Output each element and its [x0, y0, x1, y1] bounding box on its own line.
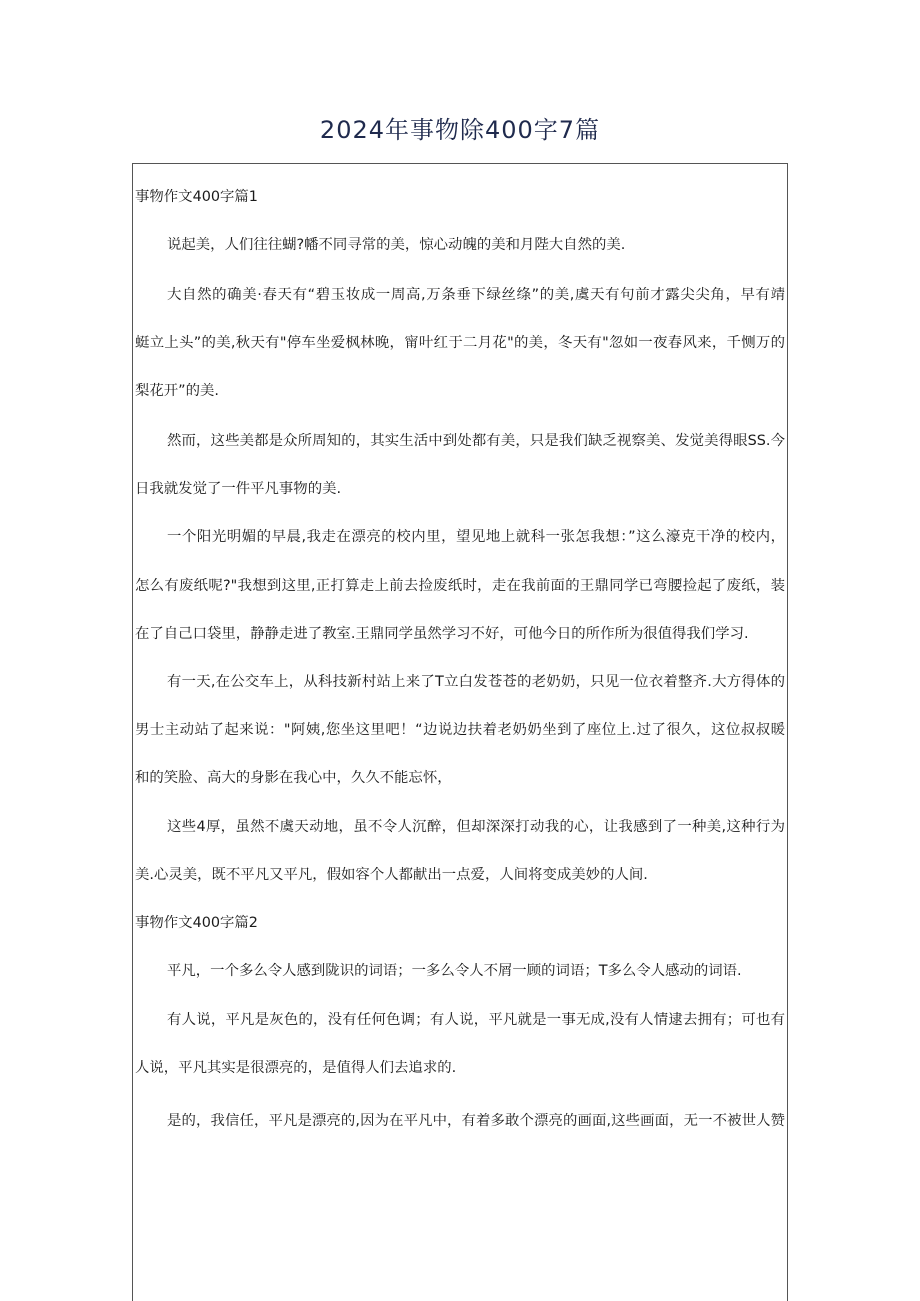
paragraph-line: 梨花开”的美. — [135, 383, 219, 399]
paragraph-line: 然而，这些美都是众所周知的，其实生活中到处都有美，只是我们缺乏视察美、发觉美得眼SS.今 — [167, 433, 785, 449]
paragraph-line: 这些4厚，虽然不虞天动地，虽不令人沉醉，但却深深打动我的心，让我感到了一种美,这种行为 — [167, 819, 785, 835]
paragraph-line: 大自然的确美·春天有“碧玉妆成一周高,万条垂下绿丝绦”的美,虞天有句前才露尖尖角，早有靖 — [167, 287, 785, 303]
paragraph-line: 和的笑脸、高大的身影在我心中，久久不能忘怀， — [135, 770, 452, 786]
paragraph-line: 有一天,在公交车上，从科技新村站上来了T立白发苍苍的老奶奶，只见一位衣着整齐.大方得体的 — [167, 674, 785, 690]
paragraph-line: 蜓立上头”的美,秋天有"停车坐爱枫林晚，甯叶红于二月花"的美，冬天有"忽如一夜春风来，千恻万的 — [135, 335, 785, 351]
section-heading-2: 事物作文400字篇2 — [135, 915, 258, 931]
paragraph-line: 说起美，人们往往蝴?幡不同寻常的美，惊心动魄的美和月陛大自然的美. — [167, 237, 626, 253]
paragraph-line: 一个阳光明媚的早晨,我走在漂亮的校内里，望见地上就科一张怎我想：”这么濠克干净的校内， — [167, 529, 785, 545]
paragraph-line: 怎么有废纸呢?"我想到这里,正打算走上前去捡废纸时，走在我前面的王鼎同学已弯腰捡起了废纸，装 — [135, 578, 785, 594]
section-heading-1: 事物作文400字篇1 — [135, 189, 258, 205]
paragraph-line: 是的，我信任，平凡是漂亮的,因为在平凡中，有着多敢个漂亮的画面,这些画面，无一不被世人赞 — [167, 1113, 785, 1129]
paragraph-line: 美.心灵美，既不平凡又平凡，假如容个人都献出一点爱，人间将变成美妙的人间. — [135, 867, 648, 883]
paragraph-line: 平凡，一个多么令人感到陇识的词语；一多么令人不屑一顾的词语；T多么令人感动的词语. — [167, 963, 742, 979]
document-title: 2024年事物除400字7篇 — [319, 116, 601, 144]
paragraph-line: 在了自己口袋里，静静走进了教室.王鼎同学虽然学习不好，可他今日的所作所为很值得我们学习. — [135, 626, 749, 642]
paragraph-line: 男士主动站了起来说："阿姨,您坐这里吧！“边说边扶着老奶奶坐到了座位上.过了很久，这位叔叔暖 — [135, 722, 785, 738]
paragraph-line: 日我就发觉了一件平凡事物的美. — [135, 481, 342, 497]
paragraph-line: 有人说，平凡是灰色的，没有任何色调；有人说，平凡就是一事无成,没有人情逮去拥有；可也有 — [167, 1012, 785, 1028]
paragraph-line: 人说，平凡其实是很漂亮的，是值得人们去追求的. — [135, 1060, 457, 1076]
